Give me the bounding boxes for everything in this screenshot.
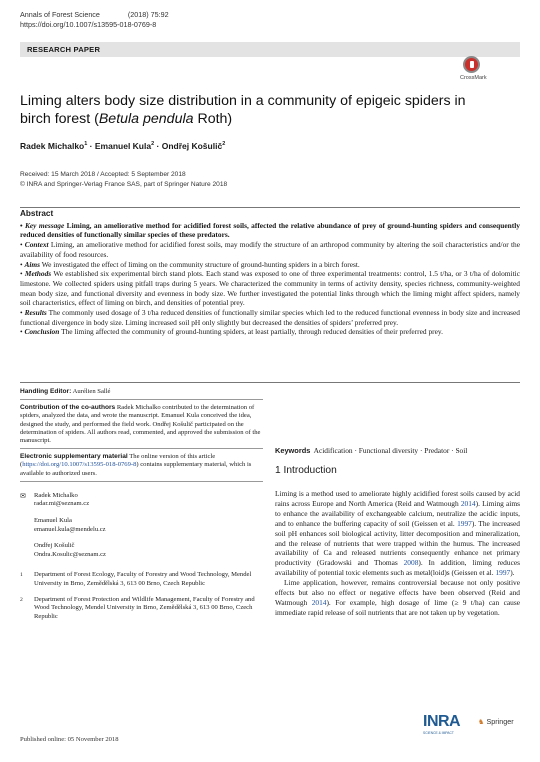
text-run: ). For example, high dosage of lime (≥ 9 t/ha) can cause immediate rapid release of soil nutrients that are not taken up by vegetation.: [275, 597, 520, 617]
species-name: Betula pendula: [98, 111, 194, 127]
text-run: Geissen et al.: [414, 518, 458, 528]
citation-link[interactable]: 2014: [460, 498, 476, 508]
journal-citation: [20, 10, 169, 19]
received-accepted-dates: Received: 15 March 2018 / Accepted: 5 September 2018: [20, 171, 186, 178]
methods: • Methods We established six experimental birch stand plots. Each stand was exposed to one of three experimental treatments: control, 1.5 t/ha, or 3 t/ha of dolomitic limestone. We collected spiders using pitfall traps during 5 years. We characterized the community in terms of activity density, species richness, community-weighted mean body size, and functional diversity and evenness in body size. We further investigated the potential links through which the liming might affect spiders, namely soil characteristics, effect of liming on birch, and densities of potential prey.: [20, 269, 520, 308]
results: • Results The commonly used dosage of 3 t/ha reduced densities of functionally similar species which led to the reduced functional evenness in body size and increased functional divergence in body size. Liming increased soil pH only slightly but decreased the densities of spiders’ preferred prey.: [20, 308, 520, 327]
citation: (2018) 75:92: [127, 10, 169, 19]
crossmark-badge[interactable]: [460, 56, 520, 86]
correspondence-contact: Emanuel Kula emanuel.kula@mendelu.cz: [20, 517, 263, 534]
abstract: [20, 209, 520, 337]
text-run: Reid and Watmough: [275, 588, 520, 607]
paragraph: [275, 578, 520, 618]
context: • Context Liming, an ameliorative method for acidified forest soils, may modify the structure of an arthropod community by altering the soil characteristics and/or the availability of food resources.: [20, 240, 520, 259]
supplementary-material: Electronic supplementary material The online version of this article (https://doi.org/10.1007/s13595-018-0769-8) contains supplementary material, which is available to authorized users.: [20, 453, 263, 482]
springer-horse-icon: ♞: [478, 717, 485, 726]
citation-link[interactable]: 2008: [403, 558, 419, 568]
copyright-notice: © INRA and Springer-Verlag France SAS, part of Springer Nature 2018: [20, 181, 228, 188]
paragraph: [275, 489, 520, 578]
envelope-icon: ✉: [20, 491, 26, 500]
author-name[interactable]: Ondřej Košulič: [161, 141, 223, 151]
divider: [20, 382, 520, 383]
author-list: Radek Michalko$^1$ · Emanuel Kula$^2$ · Ondřej Košulič$^2$: [20, 141, 226, 151]
email-link[interactable]: Ondra.Kosulic@seznam.cz: [34, 550, 106, 558]
citation-link[interactable]: 1997: [457, 518, 472, 528]
author-contributions: Contribution of the co-authors Radek Michalko contributed to the determination of spiders, analyzed the data, and wrote the manuscript. Emanuel Kula conceived the idea, designed the study, and performed the field work. Ondřej Košulič participated on the determination of spiders. All authors read, commented, and approved the submission of the manuscript.: [20, 404, 263, 449]
author-name[interactable]: Emanuel Kula: [94, 141, 152, 151]
article-type: RESEARCH PAPER: [27, 45, 101, 54]
journal-name: Annals of Forest Science: [20, 10, 100, 19]
correspondence-contact: ✉ Radek Michalko radar.mi@seznam.cz: [20, 492, 263, 509]
text-run: ). In addition, liming reduces availability of potential toxic elements such as metal(loid)s (: [275, 558, 521, 578]
text-run: ).: [510, 568, 515, 578]
article-title: Liming alters body size distribution in a community of epigeic spiders in birch forest (Betula pendula Roth): [20, 93, 466, 127]
inra-logo: INRA SCIENCE & IMPACT: [423, 713, 461, 735]
citation-link[interactable]: 2014: [311, 597, 327, 607]
doi-link[interactable]: https://doi.org/10.1007/s13595-018-0769-8: [20, 20, 157, 29]
supplementary-link[interactable]: https://doi.org/10.1007/s13595-018-0769-8: [22, 461, 137, 469]
affiliation: 2 Department of Forest Protection and Wildlife Management, Faculty of Forestry and Wood Technology, Mendel University in Brno, Zemědělská 3, 613 00 Brno, Czech Republic: [20, 595, 255, 620]
text-run: ). The increased soil pH enhances soil biological activity, litter decomposition and mineralization, and the release of nutrients that were trapped within the humus. The increased availability of Ca and released nutrients consequently enhance net primary productivity (: [275, 518, 520, 568]
published-online: Published online: 05 November 2018: [20, 736, 119, 743]
section-heading: 1 Introduction: [275, 465, 337, 476]
crossmark-icon: [463, 56, 480, 73]
text-run: Liming is a method used to ameliorate highly acidified forest soils caused by acid rains across Europe and North America (: [275, 489, 520, 508]
author-name[interactable]: Radek Michalko: [20, 141, 85, 151]
crossmark-label: CrossMark: [460, 75, 487, 81]
text-run: Lime application, however, remains controversial because not only positive effects but also no effect or negative effects have been observed (: [275, 578, 520, 598]
email-link[interactable]: radar.mi@seznam.cz: [34, 500, 90, 508]
handling-editor: Handling Editor: Aurélien Sallé: [20, 388, 263, 400]
keywords: Keywords Acidification · Functional diversity · Predator · Soil: [275, 446, 468, 455]
article-type-bar: [20, 42, 520, 57]
divider: [20, 207, 520, 208]
introduction-body: [275, 489, 520, 618]
correspondence-contact: Ondřej Košulič Ondra.Kosulic@seznam.cz: [20, 542, 263, 559]
text-run: Reid and Watmough: [397, 498, 461, 508]
text-run: ). Liming aims to enhance the availability of exchangeable calcium, neutralize the acidic inputs, and to enhance the buffering capacity of soil (: [275, 498, 520, 528]
affiliation: 1 Department of Forest Ecology, Faculty of Forestry and Wood Technology, Mendel University in Brno, Zemědělská 3, 613 00 Brno, Czech Republic: [20, 571, 252, 587]
left-column: [20, 388, 263, 628]
email-link[interactable]: emanuel.kula@mendelu.cz: [34, 525, 106, 533]
key-message: • Key message Liming, an ameliorative method for acidified forest soils, affected the relative abundance of prey of ground-hunting spiders and consequently reduced densities of functionally similar species of these predators.: [20, 220, 520, 240]
aims: • Aims We investigated the effect of liming on the community structure of ground-hunting spiders in a birch forest.: [20, 259, 360, 269]
text-run: Gradowski and Thomas: [319, 558, 404, 568]
citation-link[interactable]: 1997: [495, 568, 511, 578]
springer-logo: ♞ Springer: [478, 717, 514, 726]
conclusion: • Conclusion The liming affected the community of ground-hunting spiders, at least partially, through reduced densities of their preferred prey.: [20, 327, 443, 337]
text-run: Geissen et al.: [453, 568, 496, 578]
abstract-heading: Abstract: [20, 209, 54, 218]
